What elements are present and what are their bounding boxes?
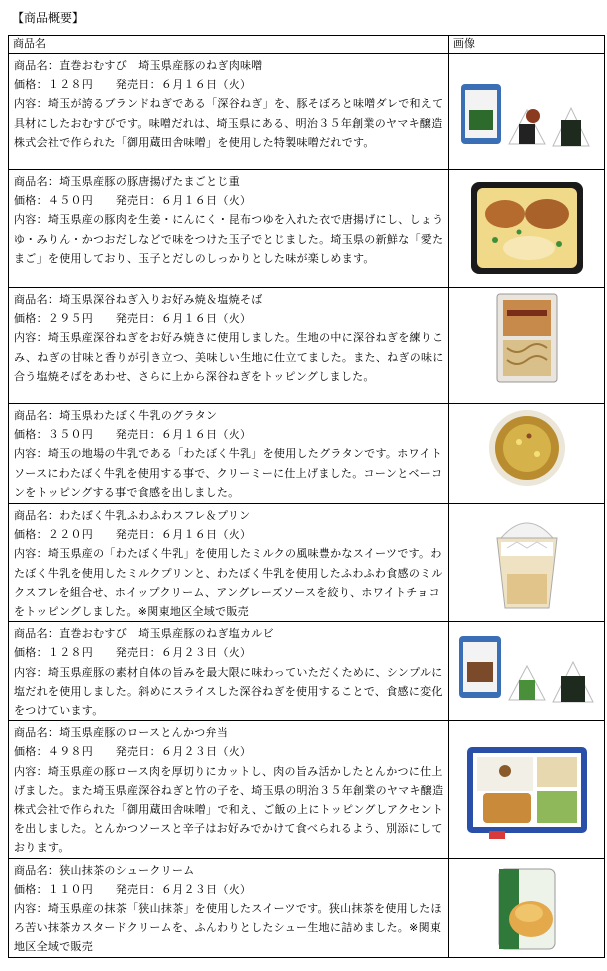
product-name: 商品名：直巻おむすび 埼玉県産豚のねぎ塩カルビ xyxy=(14,627,274,641)
product-price: 価格：１１０円 発売日：６月２３日（火） xyxy=(14,882,252,896)
table-row xyxy=(9,404,605,504)
product-info-cell xyxy=(9,170,449,288)
product-image-cell xyxy=(449,404,605,504)
product-name: 商品名：埼玉県わたぼく牛乳のグラタン xyxy=(14,409,218,422)
product-price: 価格：２９５円 発売日：６月１６日（火） xyxy=(14,312,252,326)
product-info-cell xyxy=(9,858,449,957)
table-row xyxy=(9,170,605,288)
tonkatsu-bento-photo-icon xyxy=(449,721,605,858)
table-row xyxy=(9,622,605,721)
product-price: 価格：４５０円 発売日：６月１６日（火） xyxy=(14,194,252,208)
gratin-photo-icon xyxy=(449,404,605,504)
okonomiyaki-photo-icon xyxy=(449,288,605,404)
cream-puff-photo-icon xyxy=(449,859,605,957)
product-image-cell xyxy=(449,504,605,622)
product-content: 内容：埼玉県産の「わたぼく牛乳」を使用したミルクの風味豊かなスイーツです。わたぼく牛乳を使用したミルクプリンと、わたぼく牛乳を使用したふわふわ食感のミルクスフレを組合せ、ホイップクリーム、アングレーズソースを絞り、ホワイトチョコをトッピングしました。※関東地区全域で販売 xyxy=(14,547,443,619)
section-title: 【商品概要】 xyxy=(12,11,85,25)
product-name: 商品名：埼玉県深谷ねぎ入りお好み焼＆塩焼そば xyxy=(14,293,263,306)
product-info-cell xyxy=(9,622,449,721)
product-table xyxy=(8,35,605,958)
product-content: 内容：埼玉県産の豚ロース肉を厚切りにカットし、肉の旨み活かしたとんかつに仕上げました。また埼玉県産深谷ねぎと竹の子を、埼玉県の明治３５年創業のヤマキ醸造株式会社で作られた「御用蔵田舎味噌」で和え、ご飯の上にトッピングしアクセントを出しました。とんかつソースと辛子はお好みでかけて食べられるよう、別添にしております。 xyxy=(14,764,444,855)
product-price: 価格：１２８円 発売日：６月２３日（火） xyxy=(14,646,252,660)
product-content: 内容：埼玉の地場の牛乳である「わたぼく牛乳」を使用したグラタンです。ホワイトソースにわたぼく牛乳を使用する事で、クリーミーに仕上げました。コーンとベーコンをトッピングする事で食感を出しました。 xyxy=(14,447,443,499)
product-image-cell xyxy=(449,622,605,721)
product-name: 商品名：埼玉県産豚の豚唐揚げたまごとじ重 xyxy=(14,175,240,188)
product-info-cell xyxy=(9,404,449,504)
product-price: 価格：２２０円 発売日：６月１６日（火） xyxy=(14,528,252,542)
table-row xyxy=(9,288,605,404)
table-row xyxy=(9,858,605,957)
product-content: 内容：埼玉県産豚の素材自体の旨みを最大限に味わっていただくために、シンプルに塩だれを使用しました。斜めにスライスした深谷ねぎを使用することで、食感に変化をつけています。 xyxy=(14,665,443,718)
product-info-cell xyxy=(9,721,449,858)
product-name: 商品名：直巻おむすび 埼玉県産豚のねぎ肉味噌 xyxy=(14,59,263,72)
product-price: 価格：３５０円 発売日：６月１６日（火） xyxy=(14,428,252,442)
header-product-name: 商品名 xyxy=(9,36,449,54)
product-info-cell xyxy=(9,288,449,404)
table-row xyxy=(9,504,605,622)
product-image-cell xyxy=(449,170,605,288)
product-content: 内容：埼玉県産の抹茶「狭山抹茶」を使用したスイーツです。狭山抹茶を使用したほろ苦い抹茶カスタードクリームを、ふんわりとしたシュー生地に詰めました。※関東地区全域で販売 xyxy=(14,902,442,954)
product-image-cell xyxy=(449,858,605,957)
product-content: 内容：埼玉が誇るブランドねぎである「深谷ねぎ」を、豚そぼろと味噌ダレで和えて具材にしたおむすびです。味噌だれは、埼玉県にある、明治３５年創業のヤマキ醸造株式会社で作られた「御用蔵田舎味噌」を使用した特製味噌だれです。 xyxy=(14,97,444,149)
onigiri-photo-icon xyxy=(449,54,605,170)
table-row xyxy=(9,721,605,858)
table-header-row xyxy=(9,36,605,54)
table-row xyxy=(9,54,605,170)
product-content: 内容：埼玉県産の豚肉を生姜・にんにく・昆布つゆを入れた衣で唐揚げにし、しょうゆ・みりん・かつおだしなどで味をつけた玉子でとじました。埼玉県の新鮮な「愛たまご」を使用しており、玉子とだしのしっかりとした味が楽しめます。 xyxy=(14,213,444,265)
product-info-cell xyxy=(9,54,449,170)
product-image-cell xyxy=(449,288,605,404)
onigiri-photo-icon xyxy=(449,622,605,719)
product-name: 商品名：埼玉県産豚のロースとんかつ弁当 xyxy=(14,726,229,740)
product-content: 内容：埼玉県産深谷ねぎをお好み焼きに使用しました。生地の中に深谷ねぎを練りこみ、ねぎの甘味と香りが引き立つ、美味しい生地に仕立てました。また、ねぎの味に合う塩焼そばをあわせ、さらに上から深谷ねぎをトッピングしました。 xyxy=(14,331,444,383)
pudding-cup-photo-icon xyxy=(449,504,605,621)
product-image-cell xyxy=(449,721,605,858)
product-name: 商品名：狭山抹茶のシュークリーム xyxy=(14,863,195,877)
product-name: 商品名：わたぼく牛乳ふわふわスフレ＆プリン xyxy=(14,509,251,522)
header-image: 画像 xyxy=(449,36,605,54)
karaage-bento-photo-icon xyxy=(449,170,605,288)
product-price: 価格：４９８円 発売日：６月２３日（火） xyxy=(14,745,252,759)
product-image-cell xyxy=(449,54,605,170)
product-price: 価格：１２８円 発売日：６月１６日（火） xyxy=(14,78,252,92)
product-info-cell xyxy=(9,504,449,622)
